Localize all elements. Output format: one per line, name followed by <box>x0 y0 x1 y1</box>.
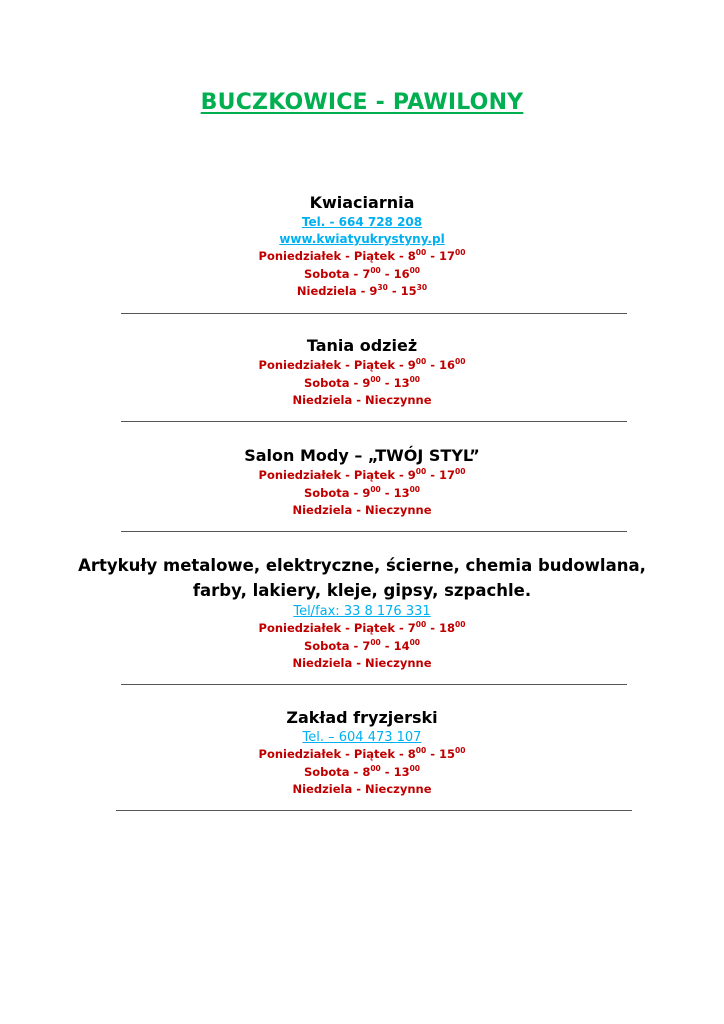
section-heading: Zakład fryzjerski <box>286 708 438 727</box>
page-title: BUCZKOWICE - PAWILONY <box>200 90 524 115</box>
hours-weekdays: Poniedziałek - Piątek - $8^{00} - 15^{00}$ <box>258 746 466 761</box>
separator-line <box>121 421 627 422</box>
hours-saturday: Sobota - $7^{00} - 16^{00}$ <box>303 265 421 281</box>
hours-weekdays: Poniedziałek - Piątek - $8^{00} - 17^{00}$ <box>258 248 466 263</box>
hours-saturday: Sobota - $7^{00} - 14^{00}$ <box>303 637 421 653</box>
phone-link[interactable]: Tel. – 604 473 107 <box>302 730 422 745</box>
website-link[interactable]: www.kwiatyukrystyny.pl <box>279 232 445 246</box>
section-artykuly-metalowe <box>0 553 724 673</box>
hours-weekdays: Poniedziałek - Piątek - $9^{00} - 17^{00}$ <box>258 467 466 482</box>
separator-line <box>116 810 632 811</box>
separator-line <box>121 684 627 685</box>
hours-weekdays: Poniedziałek - Piątek - $7^{00} - 18^{00}$ <box>258 620 466 635</box>
hours-sunday: Niedziela - Nieczynne <box>292 503 432 517</box>
section-kwiaciarnia <box>0 192 724 301</box>
phone-fax-link[interactable]: Tel/fax: 33 8 176 331 <box>293 604 431 619</box>
hours-sunday: Niedziela - Nieczynne <box>292 656 432 670</box>
hours-sunday: Niedziela - $9^{30} - 15^{30}$ <box>296 283 428 298</box>
phone-link[interactable]: Tel. - 664 728 208 <box>301 215 423 229</box>
hours-saturday: Sobota - $9^{00} - 13^{00}$ <box>303 484 421 500</box>
hours-sunday: Niedziela - Nieczynne <box>292 393 432 407</box>
hours-weekdays: Poniedziałek - Piątek - $9^{00} - 16^{00}$ <box>258 357 466 372</box>
section-tania-odziez <box>0 335 724 410</box>
section-heading: Kwiaciarnia <box>309 193 415 212</box>
separator-line <box>121 313 627 314</box>
separator-line <box>121 531 627 532</box>
section-zaklad-fryzjerski <box>0 707 724 799</box>
section-heading-line-1: Artykuły metalowe, elektryczne, ścierne, chemia budowlana, <box>78 556 646 575</box>
hours-sunday: Niedziela - Nieczynne <box>292 782 432 796</box>
hours-saturday: Sobota - $8^{00} - 13^{00}$ <box>303 763 421 779</box>
section-heading: Tania odzież <box>306 336 418 355</box>
section-heading-line-2: farby, lakiery, kleje, gipsy, szpachle. <box>192 581 532 600</box>
hours-saturday: Sobota - $9^{00} - 13^{00}$ <box>303 374 421 390</box>
section-salon-mody <box>0 445 724 520</box>
section-heading: Salon Mody – „TWÓJ STYL” <box>244 446 480 465</box>
